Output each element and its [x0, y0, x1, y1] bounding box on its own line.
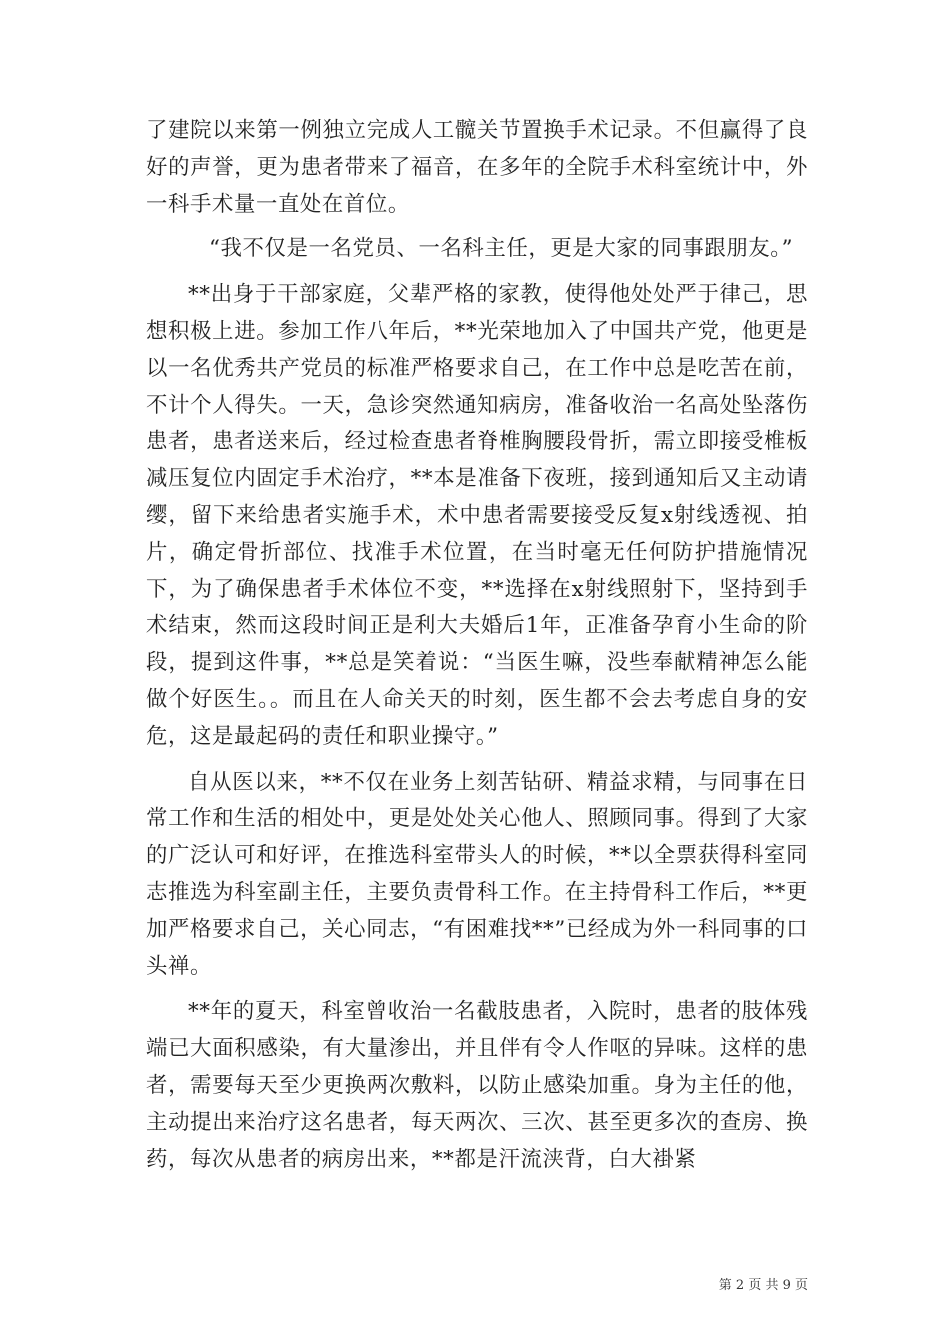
paragraph-continuation: 了建院以来第一例独立完成人工髋关节置换手术记录。不但赢得了良好的声誉，更为患者带来了福音，在多年的全院手术科室统计中，外一科手术量一直处在首位。: [146, 118, 808, 217]
paragraph-quote: “我不仅是一名党员、一名科主任，更是大家的同事跟朋友。”: [209, 236, 794, 262]
page-number-footer: 第 2 页 共 9 页: [718, 1278, 808, 1293]
document-body: [146, 113, 808, 1178]
paragraph-background: **出身于干部家庭，父辈严格的家教，使得他处处严于律己，思想积极上进。参加工作八年后，**光荣地加入了中国共产党，他更是以一名优秀共产党员的标准严格要求自己，在工作中总是吃苦在前，不计个人得失。一天，急诊突然通知病房，准备收治一名高处坠落伤患者，患者送来后，经过检查患者脊椎胸腰段骨折，需立即接受椎板减压复位内固定手术治疗，**本是准备下夜班，接到通知后又主动请缨，留下来给患者实施手术，术中患者需要接受反复x射线透视、拍片，确定骨折部位、找准手术位置，在当时毫无任何防护措施情况下，为了确保患者手术体位不变，**选择在x射线照射下，坚持到手术结束，然而这段时间正是利大夫婚后1年，正准备孕育小生命的阶段，提到这件事，**总是笑着说：“当医生嘛，没些奉献精神怎么能做个好医生。。而且在人命关天的时刻，医生都不会去考虑自身的安危，这是最起码的责任和职业操守。”: [146, 282, 808, 749]
paragraph-summer-case: **年的夏天，科室曾收治一名截肢患者，入院时，患者的肢体残端已大面积感染，有大量渗出，并且伴有令人作呕的异味。这样的患者，需要每天至少更换两次敷料，以防止感染加重。身为主任的他，主动提出来治疗这名患者，每天两次、三次、甚至更多次的查房、换药，每次从患者的病房出来，**都是汗流浃背，白大褂紧: [146, 999, 808, 1172]
paragraph-colleagues: 自从医以来，**不仅在业务上刻苦钻研、精益求精，与同事在日常工作和生活的相处中，更是处处关心他人、照顾同事。得到了大家的广泛认可和好评，在推选科室带头人的时候，**以全票获得科室同志推选为科室副主任，主要负责骨科工作。在主持骨科工作后，**更加严格要求自己，关心同志，“有困难找**”已经成为外一科同事的口头禅。: [146, 769, 808, 979]
